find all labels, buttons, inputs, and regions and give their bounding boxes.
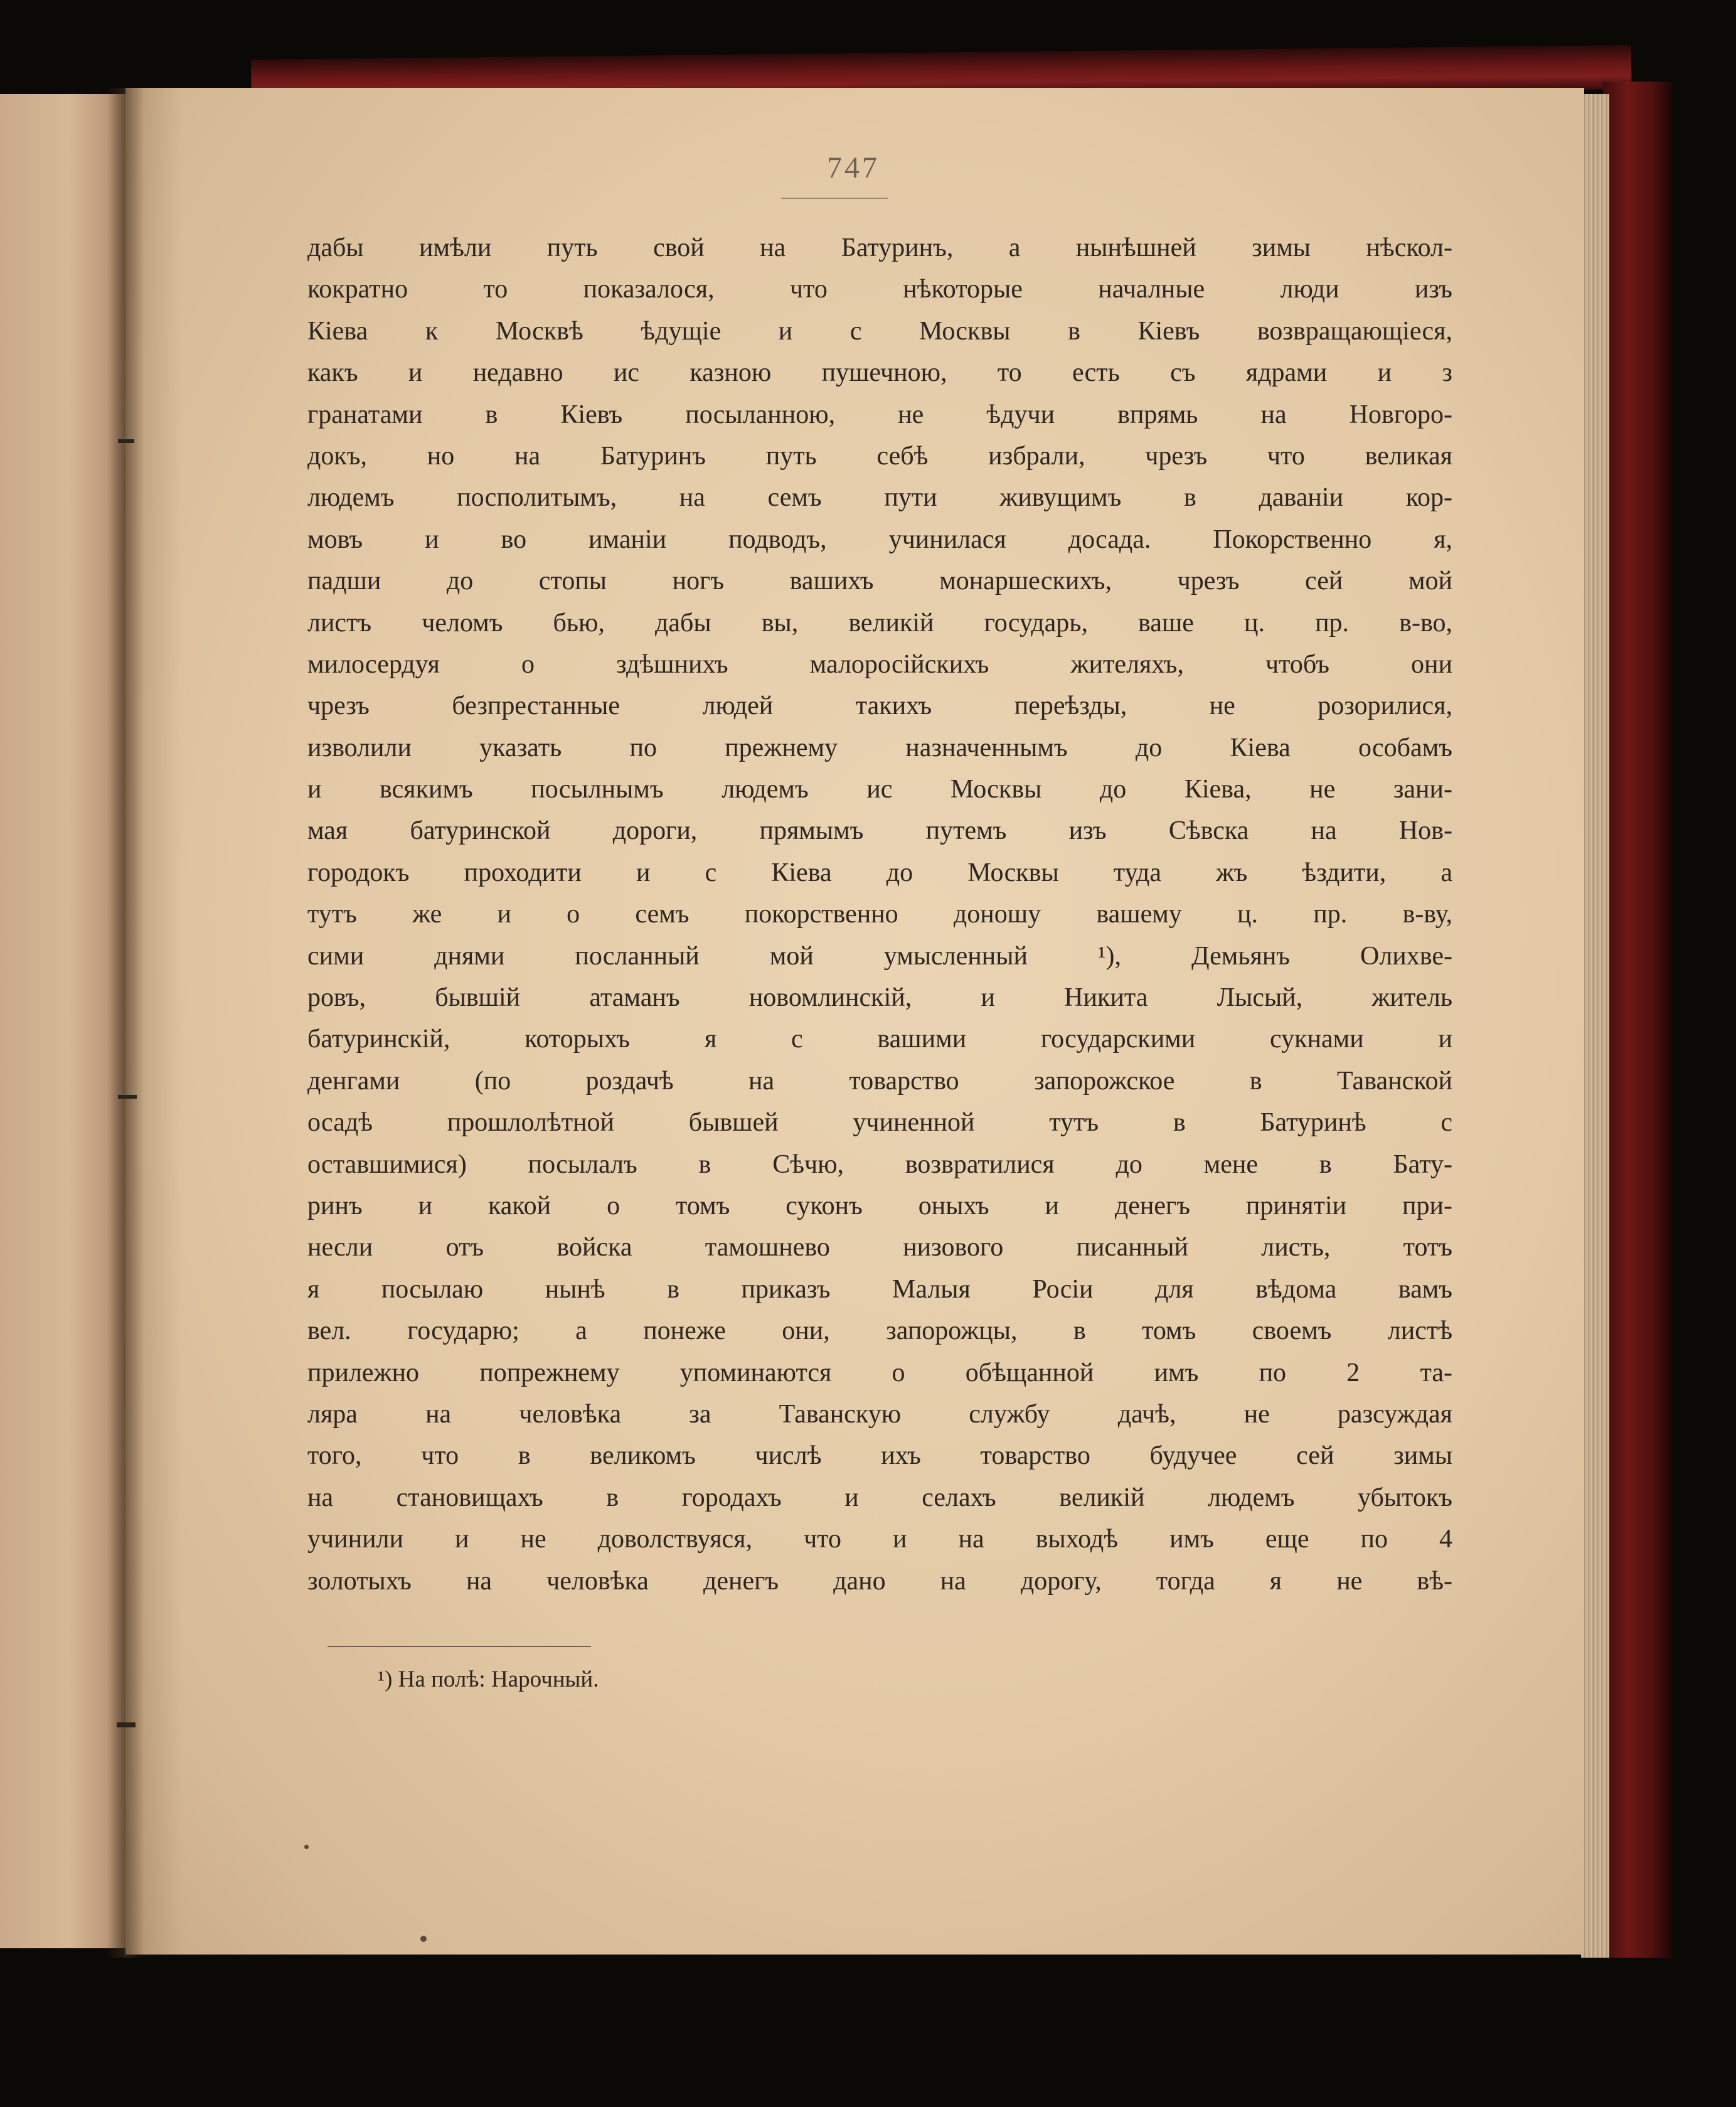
- text-line: оставшимися) посылалъ в Сѣчю, возвратилися до мене в Бату-: [307, 1150, 1452, 1179]
- text-line: докъ, но на Батуринъ путь себѣ избрали, чрезъ что великая: [307, 441, 1452, 471]
- text-line: Кіева к Москвѣ ѣдущіе и с Москвы в Кіевъ возвращающіеся,: [307, 316, 1452, 346]
- footnote-text: На полѣ: Нарочный.: [398, 1667, 599, 1692]
- text-line: мовъ и во иманiи подводъ, учинилася досада. Покорственно я,: [307, 525, 1452, 554]
- text-line: денгами (по роздачѣ на товарство запорожское в Таванской: [307, 1066, 1452, 1096]
- text-line: городокъ проходити и с Кiева до Москвы туда жъ ѣздити, а: [307, 858, 1452, 887]
- gutter-mark: [118, 439, 134, 443]
- page-number-rule: [781, 198, 888, 199]
- text-line: падши до стопы ногъ вашихъ монаршескихъ, чрезъ сей мой: [307, 567, 1452, 596]
- text-line: людемъ посполитымъ, на семъ пути живущимъ в даванiи кор-: [307, 483, 1452, 513]
- spine-shadow: [107, 88, 144, 1958]
- page-block-edges: [1581, 94, 1609, 1958]
- text-line: изволили указать по прежнему назначеннымъ до Кiева особамъ: [307, 733, 1452, 762]
- text-line: ринъ и какой о томъ суконъ оныхъ и денегъ принятiи при-: [307, 1191, 1452, 1220]
- text-line: ровъ, бывшiй атаманъ новомлинскiй, и Никита Лысый, житель: [307, 983, 1452, 1013]
- text-line: тутъ же и о семъ покорственно доношу вашему ц. пр. в-ву,: [307, 900, 1452, 929]
- text-line: батуринскiй, которыхъ я с вашими государскими сукнами и: [307, 1025, 1452, 1054]
- footnote: [378, 1666, 599, 1693]
- text-line: и всякимъ посылнымъ людемъ ис Москвы до Кiева, не зани-: [307, 775, 1452, 804]
- text-line: я посылаю нынѣ в приказъ Малыя Росiи для вѣдома вамъ: [307, 1274, 1452, 1304]
- text-line: какъ и недавно ис казною пушечною, то есть съ ядрами и з: [307, 358, 1452, 388]
- text-line: чрезъ безпрестанные людей такихъ переѣзды, не розорилися,: [307, 691, 1452, 721]
- text-line: вел. государю; а понеже они, запорожцы, в томъ своемъ листѣ: [307, 1316, 1452, 1346]
- footnote-marker: ¹): [378, 1667, 393, 1692]
- text-line: осадѣ прошлолѣтной бывшей учиненной тутъ в Батуринѣ с: [307, 1108, 1452, 1138]
- paper-speck: [304, 1845, 309, 1849]
- text-line: мая батуринской дороги, прямымъ путемъ изъ Сѣвска на Нов-: [307, 816, 1452, 846]
- text-line: того, что в великомъ числѣ ихъ товарство будучее сей зимы: [307, 1441, 1452, 1471]
- text-line: кократно то показалося, что нѣкоторые началные люди изъ: [307, 275, 1452, 304]
- footnote-rule: [327, 1646, 591, 1647]
- text-line: дабы имѣли путь свой на Батуринъ, а нынѣшней зимы нѣскол-: [307, 233, 1452, 262]
- text-line: ляра на человѣка за Таванскую службу дачѣ, не разсуждая: [307, 1399, 1452, 1429]
- text-line: гранатами в Кіевъ посыланною, не ѣдучи впрямь на Новгоро-: [307, 400, 1452, 429]
- text-line: несли отъ войска тамошнево низового писанный листь, тотъ: [307, 1233, 1452, 1262]
- text-line: на становищахъ в городахъ и селахъ великiй людемъ убытокъ: [307, 1483, 1452, 1512]
- text-line: милосердуя о здѣшнихъ малоросiйскихъ жителяхъ, чтобъ они: [307, 649, 1452, 679]
- text-line: листъ челомъ бью, дабы вы, великiй государь, ваше ц. пр. в-во,: [307, 608, 1452, 637]
- gutter-mark: [118, 1095, 137, 1099]
- text-line: сими днями посланный мой умысленный ¹), Демьянъ Олихве-: [307, 941, 1452, 971]
- gutter-mark: [117, 1722, 136, 1727]
- text-line: золотыхъ на человѣка денегъ дано на дорогу, тогда я не вѣ-: [307, 1566, 1452, 1596]
- body-text: [307, 227, 1452, 1602]
- text-line: прилежно попрежнему упоминаются о обѣщанной имъ по 2 та-: [307, 1358, 1452, 1387]
- paper-speck: [420, 1936, 427, 1942]
- book-page: [125, 88, 1584, 1955]
- page-number: 747: [827, 151, 880, 184]
- red-binding-right: [1603, 82, 1672, 1958]
- text-line: учинили и не доволствуяся, что и на выходѣ имъ еще по 4: [307, 1525, 1452, 1554]
